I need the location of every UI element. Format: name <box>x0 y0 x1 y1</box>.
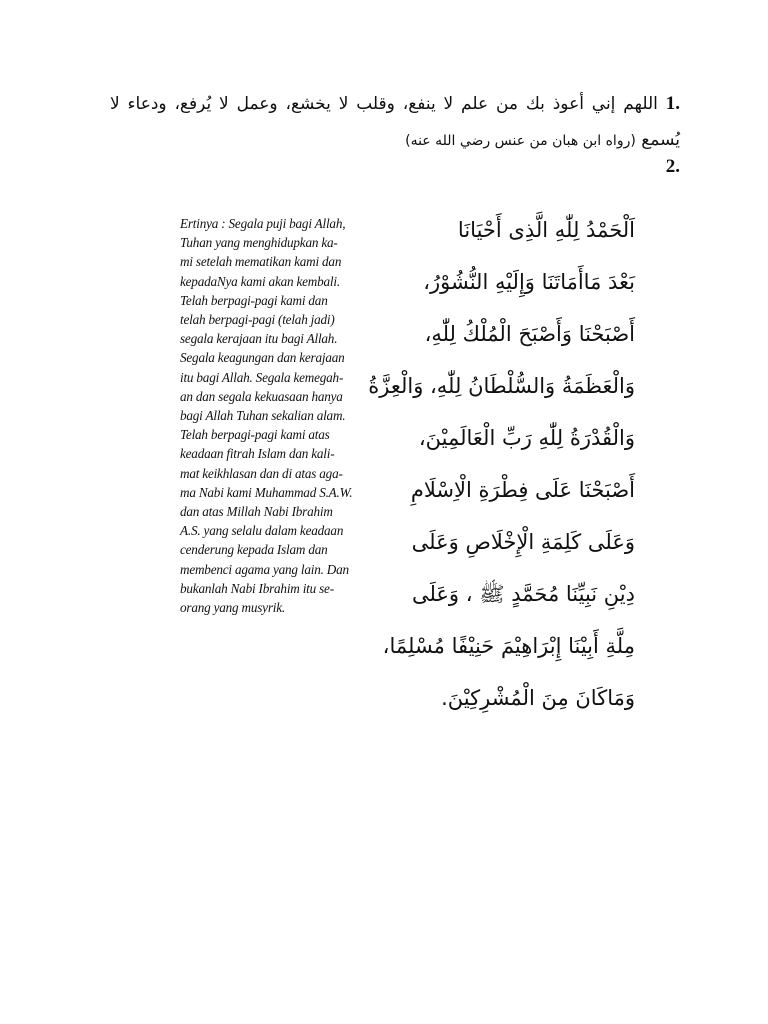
arabic-prayer-line: وَالْعَظَمَةُ وَالسُّلْطَانُ لِلّٰهِ، وَالْعِزَّةُ <box>368 374 635 398</box>
arabic-prayer-line: اَلْحَمْدُ لِلّٰهِ الَّذِى أَحْيَانَا <box>457 218 635 242</box>
translation-line: segala kerajaan itu bagi Allah. <box>180 331 338 347</box>
item-1-source: (رواه ابن هبان من عنس رضي الله عنه) <box>405 133 636 149</box>
translation-line: mi setelah mematikan kami dan <box>180 254 342 270</box>
hadith-item-1 <box>110 86 680 159</box>
translation-line: an dan segala kekuasaan hanya <box>180 388 343 404</box>
arabic-prayer-line: وَالْقُدْرَةُ لِلّٰهِ رَبِّ الْعَالَمِيْنَ، <box>418 426 635 450</box>
translation-line: Telah berpagi-pagi kami atas <box>180 427 330 443</box>
item-2-number: 2. <box>665 156 680 177</box>
translation-line: Telah berpagi-pagi kami dan <box>180 292 328 308</box>
arabic-prayer-line: دِيْنِ نَبِيِّنَا مُحَمَّدٍ ﷺ ، وَعَلَى <box>411 582 635 606</box>
translation-line: membenci agama yang lain. Dan <box>180 561 349 577</box>
translation-line: telah berpagi-pagi (telah jadi) <box>180 312 335 328</box>
item-1-number: 1. <box>665 93 681 114</box>
translation-line: ma Nabi kami Muhammad S.A.W. <box>180 484 353 500</box>
translation-line: dan atas Millah Nabi Ibrahim <box>180 504 333 520</box>
arabic-prayer-block <box>368 204 635 724</box>
translation-line: orang yang musyrik. <box>180 600 285 616</box>
translation-line: A.S. yang selalu dalam keadaan <box>180 523 344 539</box>
translation-block <box>180 214 394 617</box>
translation-line: Tuhan yang menghidupkan ka- <box>180 235 338 251</box>
item-1-arabic-text: اللهم إني أعوذ بك من علم لا ينفع، وقلب لا يخشع، وعمل لا يُرفع، ودعاء لا يُسمع <box>110 94 680 150</box>
arabic-prayer-line: وَمَاكَانَ مِنَ الْمُشْرِكِيْنَ. <box>441 686 635 710</box>
translation-line: bukanlah Nabi Ibrahim itu se- <box>180 580 334 596</box>
translation-line: Segala keagungan dan kerajaan <box>180 350 345 366</box>
translation-line: keadaan fitrah Islam dan kali- <box>180 446 335 462</box>
arabic-prayer-line: مِلَّةِ أَبِيْنَا إِبْرَاهِيْمَ حَنِيْفًا مُسْلِمًا، <box>382 634 635 658</box>
arabic-prayer-line: بَعْدَ مَاأَمَاتَنَا وَإِلَيْهِ النُّشُوْرُ، <box>423 270 635 294</box>
translation-line: bagi Allah Tuhan sekalian alam. <box>180 408 346 424</box>
translation-line: Ertinya : Segala puji bagi Allah, <box>180 216 346 231</box>
translation-line: itu bagi Allah. Segala kemegah- <box>180 369 344 385</box>
translation-line: cenderung kepada Islam dan <box>180 542 328 558</box>
translation-line: mat keikhlasan dan di atas aga- <box>180 465 343 481</box>
arabic-prayer-line: أَصْبَحْنَا عَلَى فِطْرَةِ الْاِسْلَامِ <box>410 478 635 502</box>
arabic-prayer-line: وَعَلَى كَلِمَةِ الْإِخْلَاصِ وَعَلَى <box>411 530 635 554</box>
arabic-prayer-line: أَصْبَحْنَا وَأَصْبَحَ الْمُلْكُ لِلّٰهِ، <box>424 322 635 346</box>
translation-line: kepadaNya kami akan kembali. <box>180 273 340 289</box>
